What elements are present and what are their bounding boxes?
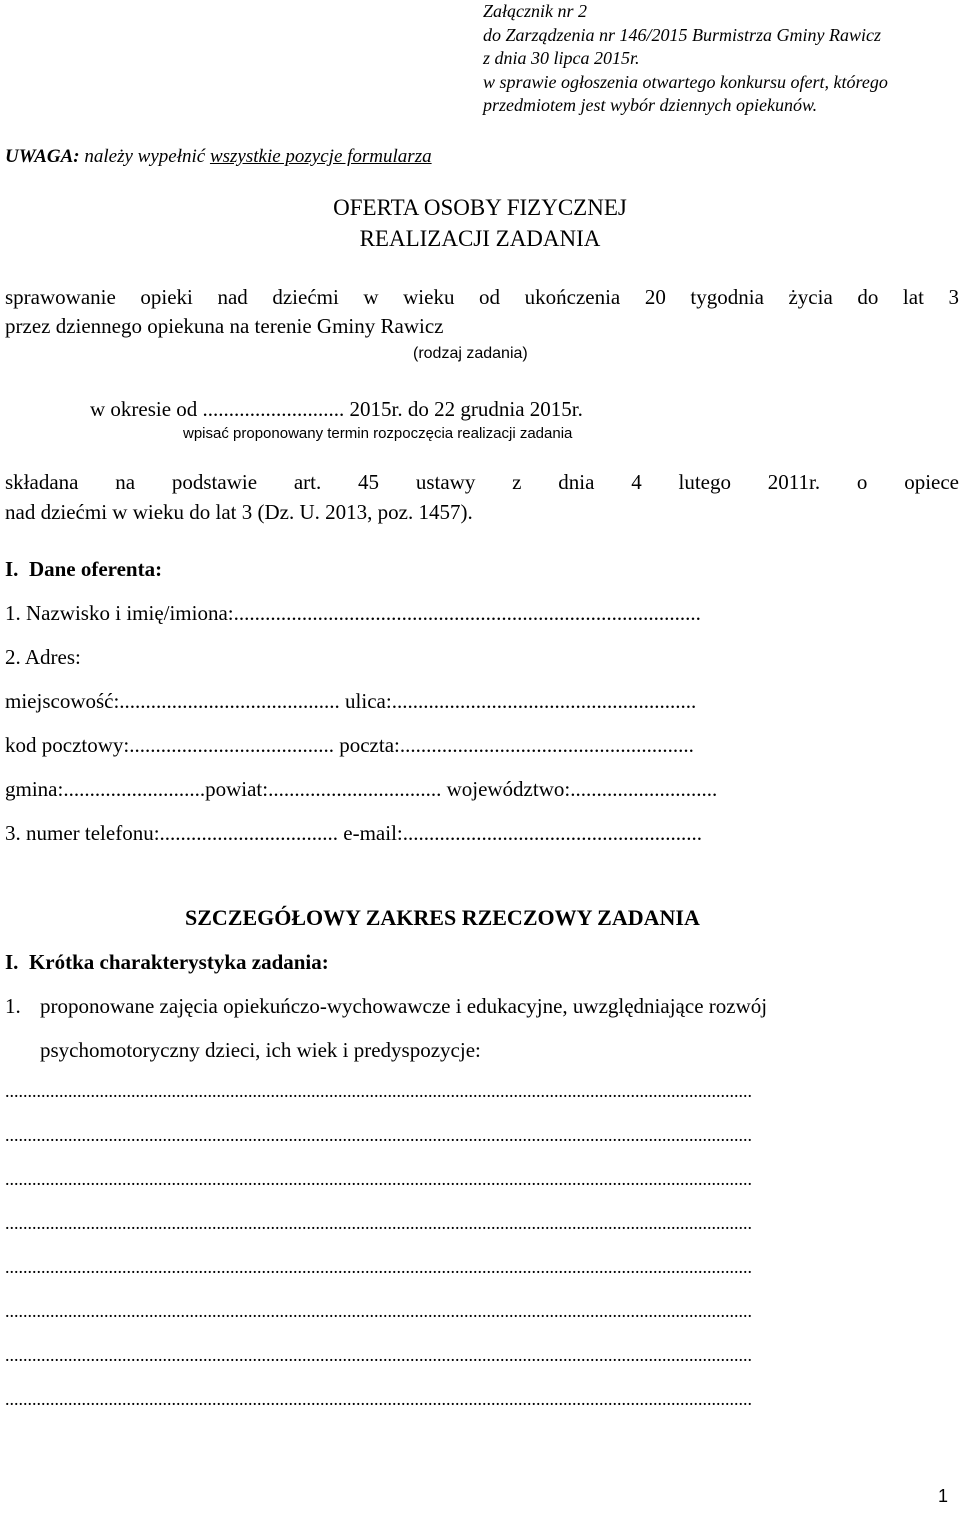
- annex-line-1: Załącznik nr 2: [483, 1, 588, 21]
- task-line-2: przez dziennego opiekuna na terenie Gminy Rawicz: [5, 314, 444, 338]
- name-field[interactable]: 1. Nazwisko i imię/imiona:.........................................................................................: [5, 601, 701, 625]
- period-caption: wpisać proponowany termin rozpoczęcia realizacji zadania: [183, 425, 573, 442]
- scope-item-1-line-1: proponowane zajęcia opiekuńczo-wychowawcze i edukacyjne, uwzględniające rozwój: [40, 994, 768, 1018]
- task-caption: (rodzaj zadania): [413, 345, 528, 362]
- scope-heading: SZCZEGÓŁOWY ZAKRES RZECZOWY ZADANIA: [185, 905, 700, 930]
- answer-line[interactable]: ......................................................................................................................................................................: [5, 1257, 752, 1277]
- section-1-number: I.: [5, 557, 19, 581]
- answer-line[interactable]: ......................................................................................................................................................................: [5, 1213, 752, 1233]
- answer-line[interactable]: ......................................................................................................................................................................: [5, 1081, 752, 1101]
- address-label: 2. Adres:: [5, 645, 81, 669]
- annex-line-3: z dnia 30 lipca 2015r.: [483, 48, 640, 68]
- answer-line[interactable]: ......................................................................................................................................................................: [5, 1301, 752, 1321]
- answer-line[interactable]: ......................................................................................................................................................................: [5, 1389, 752, 1409]
- postal-post-fields[interactable]: kod pocztowy:....................................... poczta:........................................................: [5, 733, 694, 757]
- notice-label: UWAGA:: [5, 146, 80, 167]
- annex-header: [483, 0, 953, 118]
- contact-fields[interactable]: 3. numer telefonu:.................................. e-mail:.........................................................: [5, 821, 703, 845]
- period-field[interactable]: w okresie od ........................... 2015r. do 22 grudnia 2015r.: [90, 397, 583, 421]
- task-line-1: sprawowanie opieki nad dziećmi w wieku od ukończenia 20 tygodnia życia do lat 3: [5, 285, 959, 309]
- region-fields[interactable]: gmina:...........................powiat:................................. województwo:............................: [5, 777, 718, 801]
- annex-line-4: w sprawie ogłoszenia otwartego konkursu ofert, którego: [483, 71, 888, 92]
- section-1-title: Dane oferenta:: [28, 557, 163, 581]
- annex-line-5: przedmiotem jest wybór dziennych opiekunów.: [483, 95, 818, 115]
- answer-line[interactable]: ......................................................................................................................................................................: [5, 1345, 752, 1365]
- section-1-heading: [5, 557, 162, 582]
- notice-underlined-text: wszystkie pozycje formularza: [209, 146, 432, 167]
- legal-line-2: nad dziećmi w wieku do lat 3 (Dz. U. 2013, poz. 1457).: [5, 500, 473, 524]
- answer-line[interactable]: ......................................................................................................................................................................: [5, 1125, 752, 1145]
- scope-subtitle: Krótka charakterystyka zadania:: [28, 950, 329, 974]
- page-number: 1: [938, 1486, 949, 1506]
- scope-item-1-line-2: psychomotoryczny dzieci, ich wiek i predyspozycje:: [40, 1038, 481, 1062]
- notice: [5, 146, 432, 168]
- scope-number: I.: [5, 950, 19, 974]
- scope-item-1-number: 1.: [5, 994, 21, 1018]
- notice-text: należy wypełnić: [79, 146, 210, 167]
- title-line-2: REALIZACJI ZADANIA: [359, 226, 601, 251]
- city-street-fields[interactable]: miejscowość:.......................................... ulica:..........................................................: [5, 689, 697, 713]
- scope-subheading: [5, 950, 329, 975]
- title-line-1: OFERTA OSOBY FIZYCZNEJ: [333, 195, 627, 220]
- legal-line-1: składana na podstawie art. 45 ustawy z dnia 4 lutego 2011r. o opiece: [5, 470, 959, 494]
- annex-line-2: do Zarządzenia nr 146/2015 Burmistrza Gminy Rawicz: [483, 24, 882, 45]
- answer-line[interactable]: ......................................................................................................................................................................: [5, 1169, 752, 1189]
